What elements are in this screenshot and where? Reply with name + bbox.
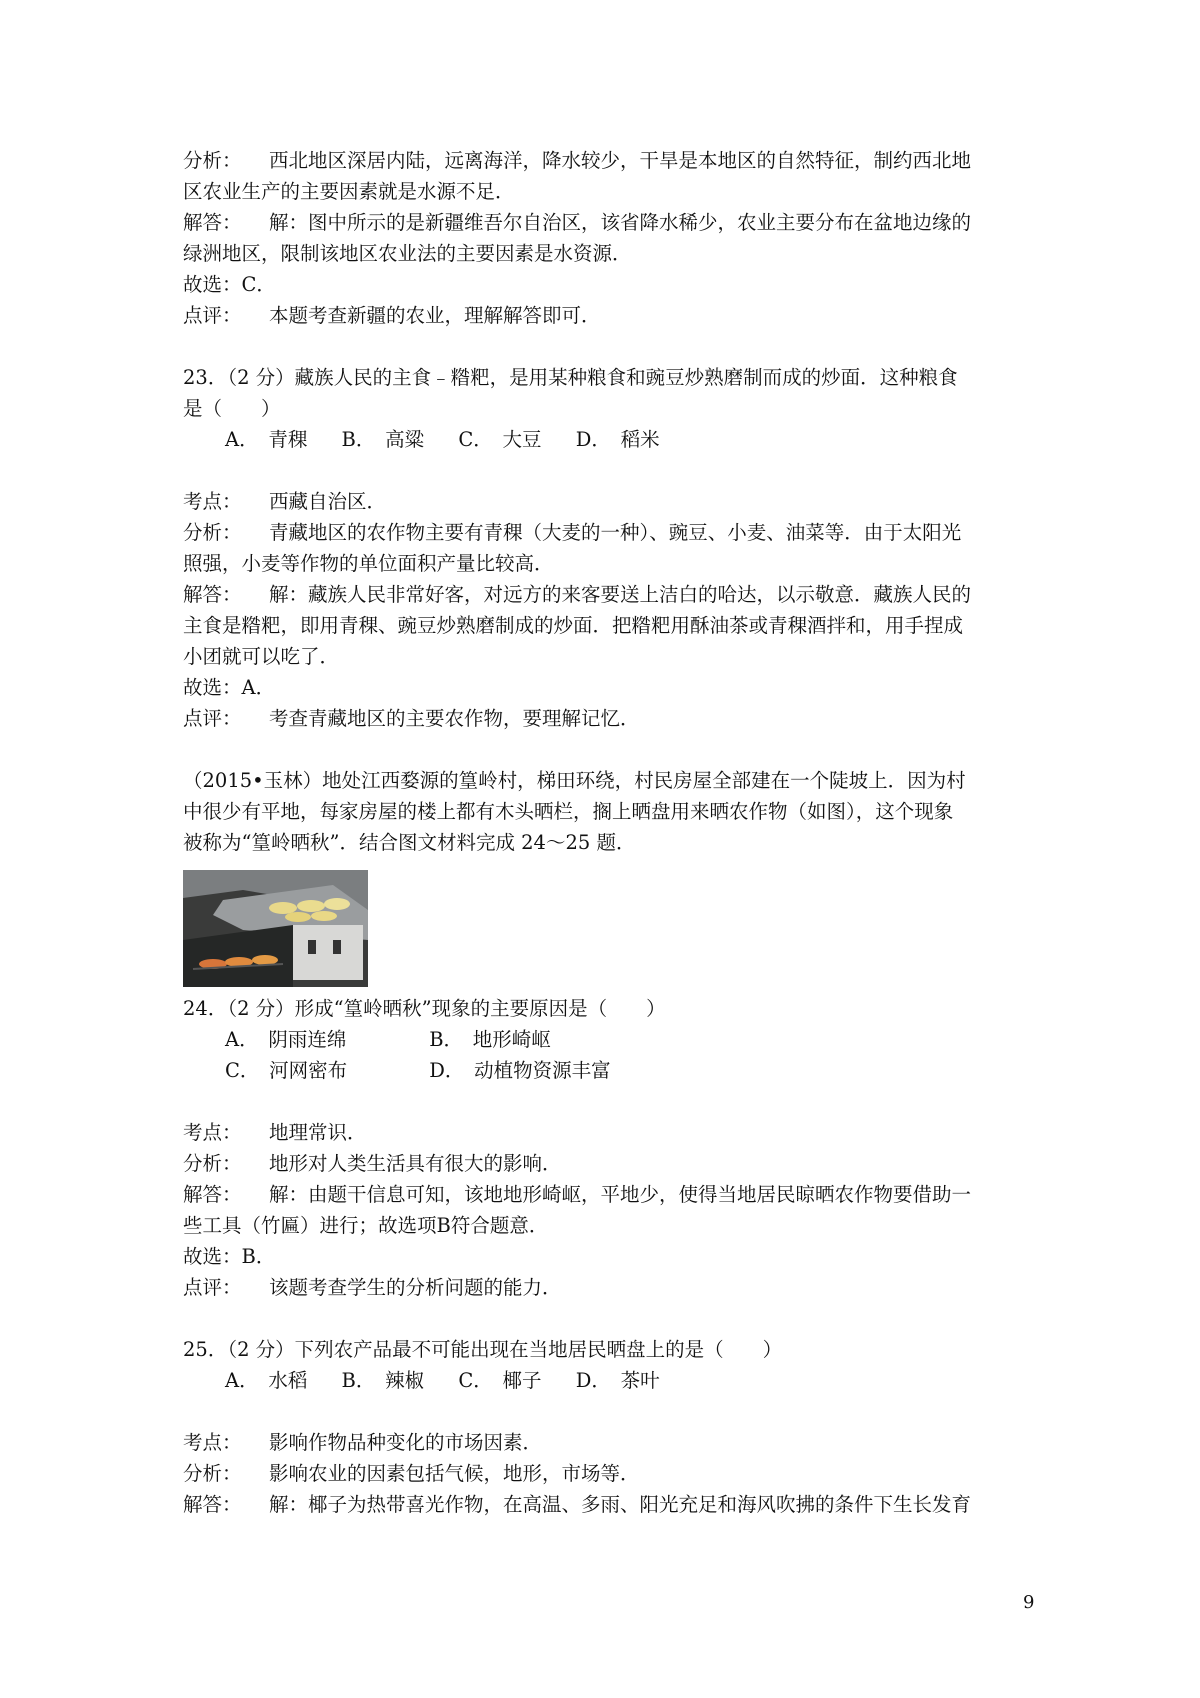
q25-analysis-line <box>183 1458 1033 1489</box>
q24-choice: 故选：B． <box>183 1245 276 1268</box>
point-text: 影响作物品种变化的市场因素． <box>269 1431 543 1454</box>
q23-stem: 23．（2 分）藏族人民的主食﹣糌粑，是用某种粮食和豌豆炒熟磨制而成的炒面．这种粮食 <box>183 366 958 389</box>
analysis-label: 分析： <box>183 1152 242 1175</box>
q22-answer-line <box>183 207 1033 238</box>
material-line-1: （2015•玉林）地处江西婺源的篁岭村，梯田环绕，村民房屋全部建在一个陡坡上．因为村 <box>183 769 966 792</box>
q24-comment-line <box>183 1272 1033 1303</box>
q22-comment-line <box>183 300 1033 331</box>
point-text: 西藏自治区． <box>269 490 387 513</box>
q23-answer-line-3: 小团就可以吃了． <box>183 645 340 668</box>
answer-text: 解：藏族人民非常好客，对远方的来客要送上洁白的哈达，以示敬意．藏族人民的 <box>269 583 972 606</box>
answer-label: 解答： <box>183 211 242 234</box>
q22-analysis-line-2: 区农业生产的主要因素就是水源不足． <box>183 180 515 203</box>
point-label: 考点： <box>183 1121 242 1144</box>
comment-label: 点评： <box>183 304 242 327</box>
option-c: C． 椰子 <box>458 1369 542 1392</box>
answer-text: 解：图中所示的是新疆维吾尔自治区，该省降水稀少，农业主要分布在盆地边缘的 <box>269 211 972 234</box>
analysis-text: 西北地区深居内陆，远离海洋，降水较少，干旱是本地区的自然特征，制约西北地 <box>269 149 972 172</box>
option-d: D． 动植物资源丰富 <box>429 1059 611 1082</box>
q23-answer-line-2: 主食是糌粑，即用青稞、豌豆炒熟磨制成的炒面．把糌粑用酥油茶或青稞酒拌和，用手捏成 <box>183 614 964 637</box>
q24-answer-line <box>183 1179 1033 1210</box>
material-line-3: 被称为“篁岭晒秋”．结合图文材料完成 24～25 题． <box>183 831 636 854</box>
analysis-text: 青藏地区的农作物主要有青稞（大麦的一种）、豌豆、小麦、油菜等．由于太阳光 <box>269 521 962 544</box>
q24-options-row-1 <box>183 1024 1033 1055</box>
comment-text: 该题考查学生的分析问题的能力． <box>269 1276 562 1299</box>
material-line-2: 中很少有平地，每家房屋的楼上都有木头晒栏，搁上晒盘用来晒农作物（如图），这个现象 <box>183 800 954 823</box>
option-d: D． 茶叶 <box>575 1369 660 1392</box>
analysis-label: 分析： <box>183 1462 242 1485</box>
answer-label: 解答： <box>183 1183 242 1206</box>
answer-label: 解答： <box>183 1493 242 1516</box>
analysis-text: 地形对人类生活具有很大的影响． <box>269 1152 562 1175</box>
q24-stem: 24．（2 分）形成“篁岭晒秋”现象的主要原因是（ ） <box>183 997 666 1020</box>
q22-choice: 故选：C． <box>183 273 276 296</box>
q24-options-row-2 <box>183 1055 1033 1086</box>
q23-analysis-line-2: 照强，小麦等作物的单位面积产量比较高． <box>183 552 554 575</box>
q22-analysis-line <box>183 145 1033 176</box>
page-number: 9 <box>1023 1592 1035 1613</box>
option-a: A． 青稞 <box>225 428 308 451</box>
option-b: B． 高粱 <box>341 428 425 451</box>
document-page <box>183 145 1033 1520</box>
analysis-label: 分析： <box>183 521 242 544</box>
analysis-label: 分析： <box>183 149 242 172</box>
comment-label: 点评： <box>183 1276 242 1299</box>
q23-analysis-line <box>183 517 1033 548</box>
analysis-text: 影响农业的因素包括气候，地形，市场等． <box>269 1462 640 1485</box>
comment-text: 本题考查新疆的农业，理解解答即可． <box>269 304 601 327</box>
option-c: C． 河网密布 <box>225 1059 348 1082</box>
q25-options <box>183 1365 1033 1396</box>
answer-text: 解：由题干信息可知，该地地形崎岖，平地少，使得当地居民晾晒农作物要借助一 <box>269 1183 972 1206</box>
option-c: C． 大豆 <box>458 428 542 451</box>
q23-choice: 故选：A． <box>183 676 276 699</box>
answer-label: 解答： <box>183 583 242 606</box>
answer-text: 解：椰子为热带喜光作物，在高温、多雨、阳光充足和海风吹拂的条件下生长发育 <box>269 1493 972 1516</box>
q25-stem: 25．（2 分）下列农产品最不可能出现在当地居民晒盘上的是（ ） <box>183 1338 783 1361</box>
q23-answer-line <box>183 579 1033 610</box>
option-b: B． 辣椒 <box>341 1369 425 1392</box>
option-b: B． 地形崎岖 <box>429 1028 551 1051</box>
village-photo-drawing <box>183 870 368 987</box>
q24-answer-line-2: 些工具（竹匾）进行；故选项B符合题意． <box>183 1214 549 1237</box>
q25-answer-line <box>183 1489 1033 1520</box>
point-text: 地理常识． <box>269 1121 367 1144</box>
point-label: 考点： <box>183 1431 242 1454</box>
option-d: D． 稻米 <box>575 428 660 451</box>
option-a: A． 水稻 <box>225 1369 308 1392</box>
q23-comment-line <box>183 703 1033 734</box>
q23-options <box>183 424 1033 455</box>
option-a: A． 阴雨连绵 <box>225 1028 347 1051</box>
q24-point-line <box>183 1117 1033 1148</box>
village-photo <box>183 870 368 987</box>
q25-point-line <box>183 1427 1033 1458</box>
q24-analysis-line <box>183 1148 1033 1179</box>
q23-point-line <box>183 486 1033 517</box>
comment-text: 考查青藏地区的主要农作物，要理解记忆． <box>269 707 640 730</box>
q23-stem-2: 是（ ） <box>183 397 281 420</box>
point-label: 考点： <box>183 490 242 513</box>
q22-answer-line-2: 绿洲地区，限制该地区农业法的主要因素是水资源． <box>183 242 632 265</box>
comment-label: 点评： <box>183 707 242 730</box>
